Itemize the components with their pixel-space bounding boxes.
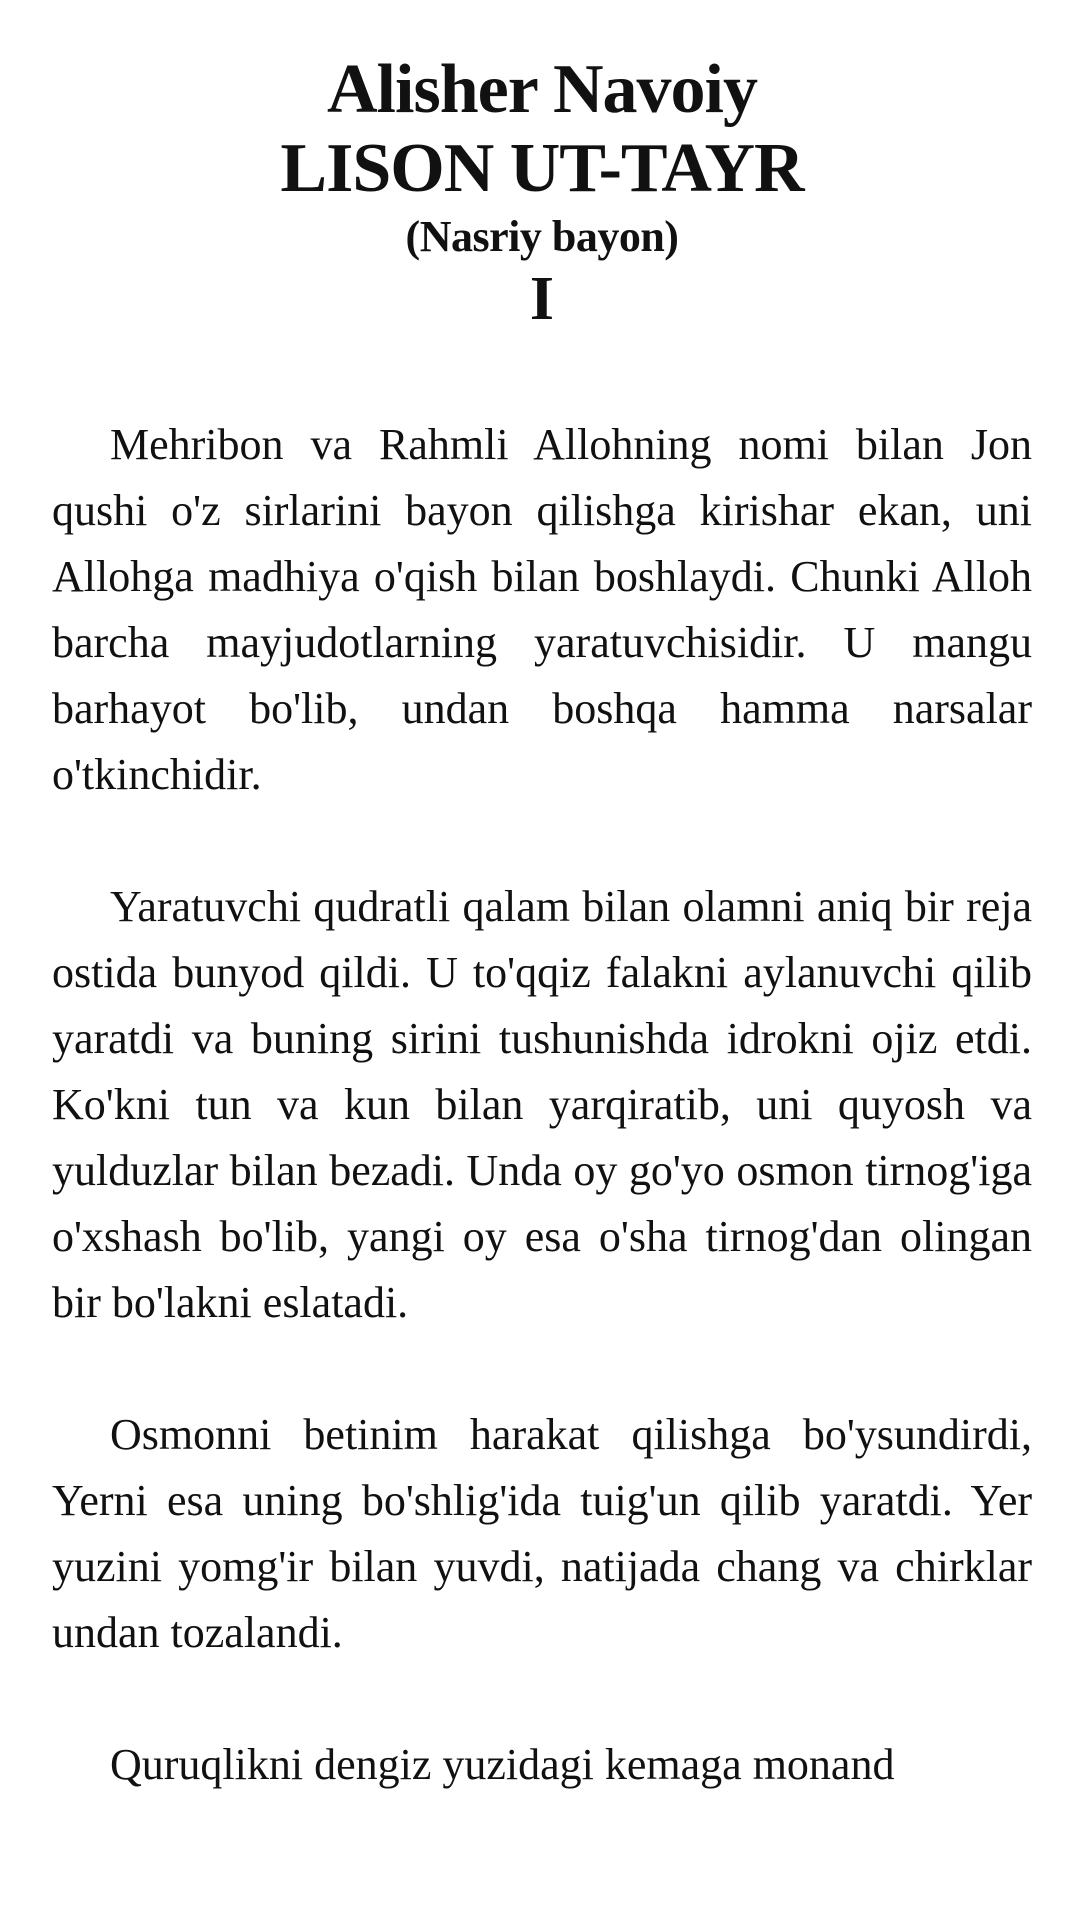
work-title: LISON UT-TAYR (280, 130, 804, 207)
work-subtitle: (Nasriy bayon) (405, 212, 679, 261)
paragraph: Quruqlikni dengiz yuzidagi kemaga monand (110, 1740, 895, 1789)
author-name: Alisher Navoiy (327, 51, 757, 128)
paragraph: Mehribon va Rahmli Allohning nomi bilan Jon qushi o'z sirlarini bayon qilishga kirishar ekan, uni Allohga madhiya o'qish bilan boshlaydi. Chunki Alloh barcha mayjudotlarning yaratuvchisidir. U mangu barhayot bo'lib, undan boshqa hamma narsalar o'tkinchidir. (52, 420, 1032, 799)
body-text (52, 412, 1032, 1798)
title-block (52, 0, 1032, 333)
paragraph: Osmonni betinim harakat qilishga bo'ysundirdi, Yerni esa uning bo'shlig'ida tuig'un qilib yaratdi. Yer yuzini yomg'ir bilan yuvdi, natijada chang va chirklar undan tozalandi. (52, 1410, 1032, 1657)
book-page (52, 0, 1032, 1864)
paragraph: Yaratuvchi qudratli qalam bilan olamni aniq bir reja ostida bunyod qildi. U to'qqiz falakni aylanuvchi qilib yaratdi va buning sirini tushunishda idrokni ojiz etdi. Ko'kni tun va kun bilan yarqiratib, uni quyosh va yulduzlar bilan bezadi. Unda oy go'yo osmon tirnog'iga o'xshash bo'lib, yangi oy esa o'sha tirnog'dan olingan bir bo'lakni eslatadi. (52, 882, 1032, 1327)
chapter-number: I (529, 265, 555, 333)
